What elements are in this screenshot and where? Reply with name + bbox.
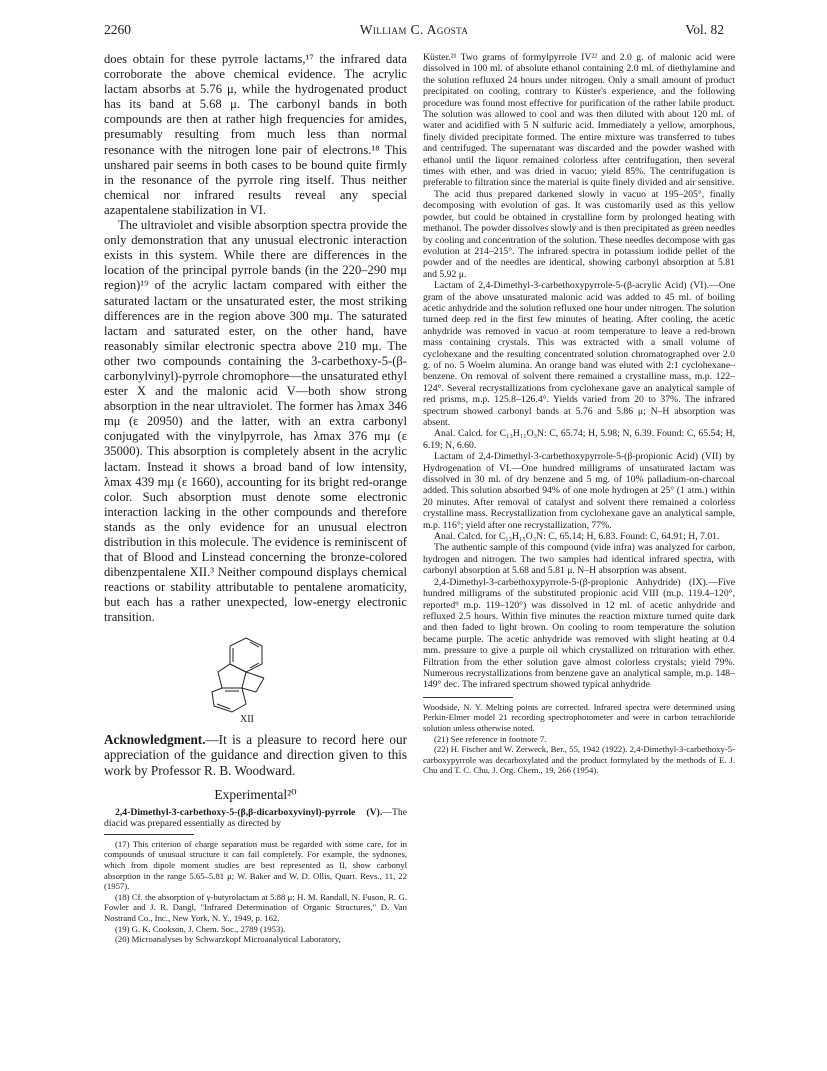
dibenzpentalene-structure-icon — [184, 634, 314, 714]
footnote-17: (17) This criterion of charge separation must be regarded with some care, for in compounds of unusual structure it can fail completely. For example, the sydnones, which from dipole moment studies are best represented as II, show carbonyl absorption in the range 5.65–5.81 μ; W. Baker and W. D. Ollis, Quart. Revs., 11, 22 (1957). — [104, 838, 407, 892]
volume-label: Vol. 82 — [685, 22, 724, 37]
page-number: 2260 — [104, 22, 131, 37]
acknowledgment-text: —It is a pleasure to record here our appreciation of the guidance and direction given to this work by Professor R. B. Woodward. — [104, 731, 407, 779]
paragraph-infrared: does obtain for these pyrrole lactams,¹⁷ the infrared data corroborate the above chemical evidence. The acrylic lactam absorbs at 5.76 μ, while the hydrogenated product has its band at 5.68 μ. The carbonyl bands in both compounds are then at rather high frequencies for amides, presumably resulting from much less than normal resonance with the nitrogen lone pair of electrons.¹⁸ This unshared pair seems in both cases to be bound quite firmly in the resonance of the pyrrole ring itself. Thus neither chemical nor infrared results reveal any special azapentalene stabilization in VI. — [104, 52, 407, 217]
paragraph-lactam-vi: Lactam of 2,4-Dimethyl-3-carbethoxypyrrole-5-(β-acrylic Acid) (VI).—One gram of the above unsaturated malonic acid was added to 45 ml. of boiling acetic anhydride and the solution refluxed one hour under nitrogen. The solution turned deep red in the first few minutes of heating. After cooling, the acetic anhydride was removed in vacuo at room temperature to leave a red-brown mass containing crystals. This was extracted with a small volume of cyclohexane and the resulting concentrated solution chromatographed over 2.0 g. of no. 5 Woelm alumina. An orange band was eluted with 2:1 cyclohexane–benzene. On removal of solvent there remained a crystalline mass, m.p. 122–124°. Several recrystallizations from cyclohexane gave an analytical sample of red prisms, m.p. 125.8–126.4°. Yields varied from 20 to 37%. The infrared spectrum showed carbonyl bands at 5.76 and 5.86 μ; N–H absorption was absent. — [423, 280, 735, 428]
right-footnote-rule — [423, 697, 513, 698]
running-author: William C. Agosta — [359, 22, 469, 37]
left-footnotes — [104, 839, 407, 945]
footnote-18: (18) Cf. the absorption of γ-butyrolactam at 5.88 μ; H. M. Randall, N. Fuson, R. G. Fowler and J. R. Dangl, "Infrared Determination of Organic Structures," D. Van Nostrand Co., Inc., New York, N. Y., 1949, p. 162. — [104, 891, 407, 923]
footnote-20: (20) Microanalyses by Schwarzkopf Microanalytical Laboratory, — [115, 934, 341, 945]
right-column — [423, 52, 735, 776]
paragraph-acid-darkened: The acid thus prepared darkened slowly in vacuo at 195–205°, finally decomposing with evolution of gas. It was customarily used as this yellow powder, but could be obtained in crystalline form by prolonged heating with methanol. The powder dissolves slowly and is then precipitated as green needles by cooling and concentration of the solution. These needles decompose with gas evolution at 214–215°. The infrared spectra in potassium iodide pellet of the powder and of the needles are identical, showing carbonyl absorption at 5.81 and 5.92 μ. — [423, 188, 735, 280]
acknowledgment-label: Acknowledgment. — [104, 731, 206, 747]
footnote-20-continued: Woodside, N. Y. Melting points are corrected. Infrared spectra were determined using Perkin-Elmer model 21 recording spectrophotometer and were in carbon tetrachloride solution unless otherwise noted. — [423, 701, 735, 733]
acknowledgment — [104, 732, 407, 779]
paragraph-ultraviolet: The ultraviolet and visible absorption spectra provide the only demonstration that any unusual electronic interaction exists in this system. While there are differences in the location of the principal pyrrole bands (in the 220–290 mμ region)¹⁹ of the acrylic lactam compared with either the saturated lactam or the unsaturated ester, the most striking differences are in the region above 300 mμ. The saturated lactam and saturated ester, on the other hand, have reasonably similar electronic spectra above 210 mμ. The other two compounds containing the 3-carbethoxy-5-(β-carbonylvinyl)-pyrrole chromophore—the unsaturated ethyl ester X and the malonic acid V—both show strong absorption in the near ultraviolet. The former has λmax 346 mμ (ε 20950) and the latter, with an extra carbonyl conjugated with the vinylpyrrole, has λmax 376 mμ (ε 35000). This absorption is completely absent in the acrylic lactam. Instead it shows a broad band of low intensity, λmax 439 mμ (ε 1660), accounting for its bright red-orange color. Such absorption must denote some electronic interaction lacking in the other compounds and therefore stands as the only evidence for an unusual electron distribution in this molecule. The evidence is reminiscent of that of Blood and Linstead concerning the bronze-colored dibenzpentalene XII.³ Neither compound displays chemical reactions or stability attributable to pentalene aromaticity, but each has a rather unexpected, low-energy electronic transition. — [104, 218, 407, 625]
left-column — [104, 52, 407, 945]
footnote-21: (21) See reference in footnote 7. — [434, 733, 547, 744]
left-body — [104, 52, 407, 626]
structure-label: XII — [240, 713, 254, 725]
experimental-intro — [104, 807, 407, 830]
page-header — [104, 22, 724, 40]
paragraph-kuster: Küster.²¹ Two grams of formylpyrrole IV²² and 2.0 g. of malonic acid were dissolved in 100 ml. of absolute ethanol containing 2.0 ml. of diethylamine and the solution refluxed 24 hours under nitrogen. Only a small amount of product precipitated on cooling, contrary to Küster's experience, and the following procedure was found most effective for purification of the rather labile product. The solution was allowed to cool and was then diluted with about 120 ml. of water and acidified with 5 N sulfuric acid. Immediately a yellow, amorphous, finely divided precipitate formed. The entire mixture was transferred to tubes and centrifuged. The supernatant was discarded and the powder washed with ethanol until the liquor remained colorless after centrifugation, then several times with ether, and was dried in vacuo; yield 85%. The centrifugation is preferable to filtration since the material is quite finely divided and air sensitive. — [423, 52, 735, 189]
footnote-22: (22) H. Fischer and W. Zerweck, Ber., 55, 1942 (1922). 2,4-Dimethyl-3-carbethoxy-5-carboxypyrrole was decarboxylated and the product formylated by the methods of E. J. Chu and T. C. Chu, J. Org. Chem., 19, 266 (1954). — [423, 744, 735, 776]
paragraph-anal-vii: Anal. Calcd. for C₁₃H₁₅O₃N: C, 65.14; H, 6.83. Found: C, 64.91; H, 7.01. — [434, 531, 720, 543]
compound-v-title: 2,4-Dimethyl-3-carbethoxy-5-(β,β-dicarboxyvinyl)-pyrrole (V). — [115, 806, 383, 818]
paragraph-anal-vi: Anal. Calcd. for C₁₃H₁₁O₃N: C, 65.74; H, 5.98; N, 6.39. Found: C, 65.54; H, 6.19; N, 6.60. — [423, 428, 735, 451]
compound-v-text: —The diacid was prepared essentially as directed by — [104, 806, 407, 830]
right-footnotes — [423, 702, 735, 776]
footnote-19: (19) G. K. Cookson, J. Chem. Soc., 2789 (1953). — [115, 923, 286, 934]
paragraph-anhydride-ix: 2,4-Dimethyl-3-carbethoxypyrrole-5-(β-propionic Anhydride) (IX).—Five hundred milligrams of the substituted propionic acid VIII (m.p. 119.4–120°, reported⁹ m.p. 119–120°) was dissolved in 12 ml. of acetic anhydride and refluxed 2.5 hours. Within five minutes the reaction mixture turned quite dark and then faded to light brown. On cooling to room temperature the solution became purple. The acetic anhydride was removed with slight heating at 0.4 mm. pressure to give a purple oil which crystallized on trituration with ether. Filtration from the ether solution gave almost colorless crystals; yield 79%. Numerous recrystallizations from benzene gave an analytical sample, m.p. 148–149° dec. The infrared spectrum showed typical anhydride — [423, 576, 735, 691]
footnote-rule — [104, 834, 194, 835]
experimental-heading: Experimental²⁰ — [214, 786, 297, 802]
right-body — [423, 52, 735, 691]
structure-xii — [104, 634, 407, 730]
paragraph-lactam-vii: Lactam of 2,4-Dimethyl-3-carbethoxypyrrole-5-(β-propionic Acid) (VII) by Hydrogenation of VI.—One hundred milligrams of unsaturated lactam was dissolved in 30 ml. of dry benzene and 5 mg. of 10% palladium-on-charcoal added. This solution absorbed 94% of one mole hydrogen at 25° (1 atm.) within 20 minutes. After removal of catalyst and solvent there remained a colorless crystalline mass. Recrystallization from cyclohexane gave an analytical sample, m.p. 116°; yield after one recrystallization, 77%. — [423, 451, 735, 531]
paragraph-authentic-sample: The authentic sample of this compound (vide infra) was analyzed for carbon, hydrogen and nitrogen. The two samples had identical infrared spectra, with carbonyl absorption at 5.68 and 5.81 μ. N–H absorption was absent. — [423, 542, 735, 577]
